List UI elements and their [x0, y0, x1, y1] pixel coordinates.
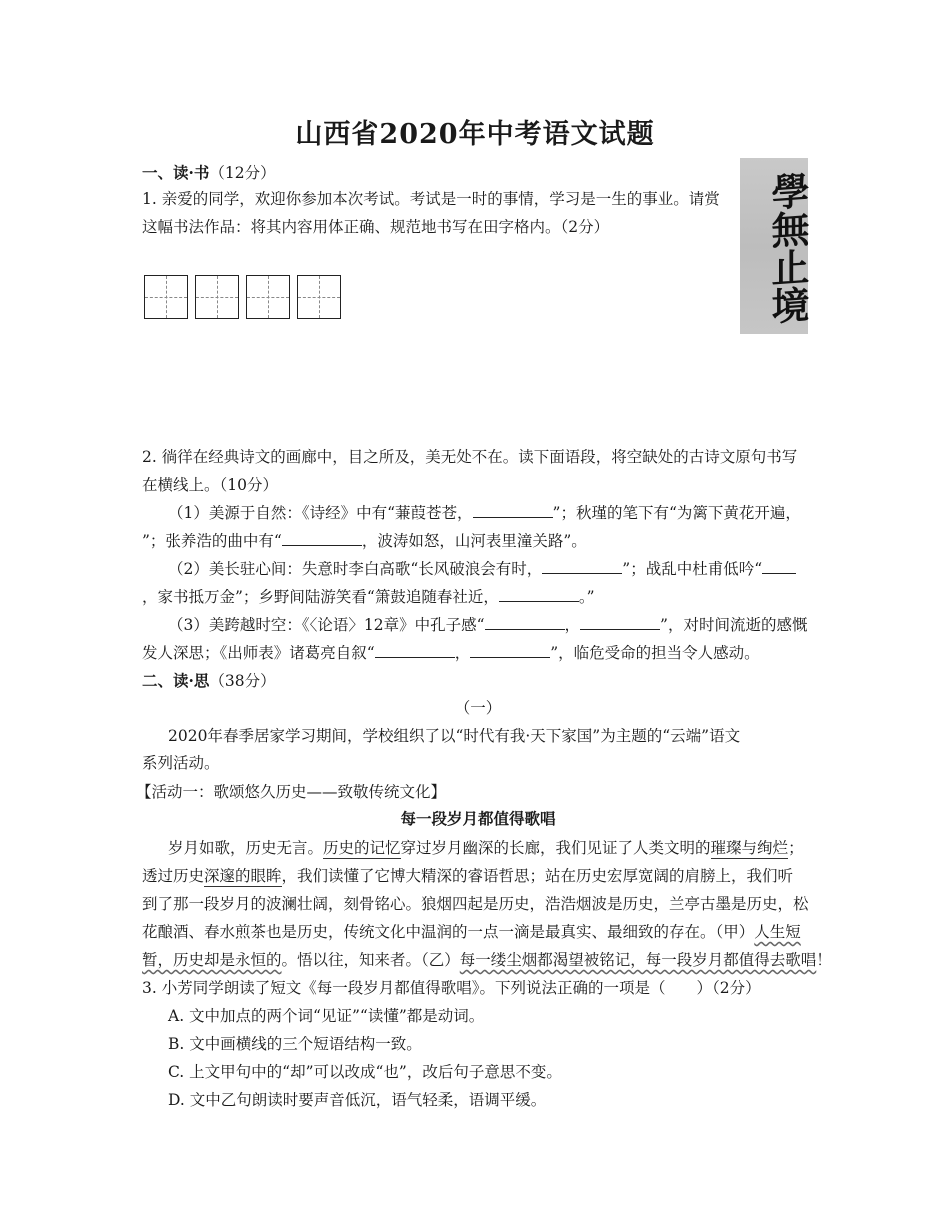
- q2-p2-text: ”；战乱中杜甫低吟“: [622, 560, 763, 578]
- part-one-label: （一）: [454, 699, 502, 717]
- page-title: 山西省2020年中考语文试题: [295, 119, 655, 150]
- essay-text: ！: [816, 951, 832, 969]
- section-1-score: （12分）: [209, 164, 276, 182]
- q3-option-d[interactable]: D. 文中乙句朗读时要声音低沉，语气轻柔，语调平缓。: [168, 1091, 547, 1109]
- q2-p3-line-2: [142, 643, 814, 663]
- answer-blank[interactable]: [473, 503, 553, 518]
- q2-line-1: 2. 徜徉在经典诗文的画廊中，目之所及，美无处不在。读下面语段，将空缺处的古诗文原句书写: [142, 448, 798, 466]
- section-2-label: 二、读·思: [142, 671, 210, 690]
- q2-p3-text: ，: [564, 616, 581, 634]
- q3-option-c[interactable]: C. 上文甲句中的“却”可以改成“也”，改后句子意思不变。: [168, 1063, 562, 1081]
- q1-line-1: 1. 亲爱的同学，欢迎你参加本次考试。考试是一时的事情，学习是一生的事业。请赏: [142, 190, 720, 208]
- essay-title: 每一段岁月都值得歌唱: [400, 809, 556, 828]
- essay-line-2: [142, 866, 814, 886]
- tianzige-cell[interactable]: [195, 275, 239, 319]
- tianzige-cell[interactable]: [297, 275, 341, 319]
- essay-text: 花酿酒、春水煎茶也是历史，传统文化中温润的一点一滴是最真实、最细致的存在。（甲）: [142, 923, 755, 941]
- q3-option-b[interactable]: B. 文中画横线的三个短语结构一致。: [168, 1035, 422, 1053]
- q2-p1-text: ，波涛如怒，山河表里潼关路”。: [361, 532, 587, 550]
- q2-p1-text: ”；秋瑾的笔下有“为篱下黄花开遍，: [552, 504, 801, 522]
- q2-p1-line-1: [168, 503, 814, 523]
- calligraphy-image: [740, 158, 808, 334]
- q3-option-a[interactable]: A. 文中加点的两个词“见证”“读懂”都是动词。: [168, 1007, 485, 1025]
- activity-1-heading: 【活动一：歌颂悠久历史——致敬传统文化】: [136, 783, 447, 801]
- q2-p3-text: 发人深思；《出师表》诸葛亮自叙“: [142, 644, 375, 662]
- essay-text: 岁月如歌，历史无言。: [168, 839, 324, 857]
- q2-p2-text: 。”: [578, 588, 595, 606]
- essay-line-5: [142, 950, 832, 970]
- q2-p3-text: （3）美跨越时空：《〈论语〉12章》中孔子感“: [168, 616, 485, 634]
- section-2-score: （38分）: [209, 672, 276, 690]
- answer-blank[interactable]: [470, 643, 550, 658]
- essay-text: 穿过岁月幽深的长廊，我们见证了人类文明的: [400, 839, 711, 857]
- answer-blank[interactable]: [762, 559, 796, 574]
- essay-text: 透过历史: [142, 867, 205, 885]
- answer-blank[interactable]: [580, 615, 660, 630]
- answer-blank[interactable]: [375, 643, 455, 658]
- answer-blank[interactable]: [542, 559, 622, 574]
- underlined-phrase: 历史的记忆: [323, 839, 401, 857]
- intro-line-2: 系列活动。: [142, 754, 220, 772]
- essay-text: ；: [788, 839, 804, 857]
- answer-blank[interactable]: [282, 531, 362, 546]
- tianzige-cell[interactable]: [246, 275, 290, 319]
- intro-line-1: 2020年春季居家学习期间，学校组织了以“时代有我·天下家国”为主题的“云端”语文: [168, 727, 741, 745]
- q2-p3-text: ，: [454, 644, 471, 662]
- underlined-phrase: 璀璨与绚烂: [710, 839, 789, 857]
- q2-p1-line-2: [142, 531, 814, 551]
- essay-line-1: [168, 838, 814, 858]
- section-2-heading: [142, 671, 814, 691]
- q2-p2-line-2: [142, 587, 814, 607]
- q2-p3-line-1: [168, 615, 814, 635]
- essay-text: ，我们读懂了它博大精深的睿语哲思；站在历史宏厚宽阔的肩膀上，我们听: [281, 867, 794, 885]
- calligraphy-text: 學無止境: [765, 170, 810, 326]
- q1-line-2: 这幅书法作品：将其内容用体正确、规范地书写在田字格内。（2分）: [142, 218, 610, 236]
- q2-p1-text: （1）美源于自然：《诗经》中有“蒹葭苍苍，: [168, 504, 473, 522]
- q2-p2-text: （2）美长驻心间：失意时李白高歌“长风破浪会有时，: [168, 560, 543, 578]
- q2-line-2: 在横线上。（10分）: [142, 476, 278, 494]
- answer-blank[interactable]: [499, 587, 579, 602]
- wavy-underlined-phrase: 每一缕尘烟都渴望被铭记，每一段岁月都值得去歌唱: [459, 951, 817, 969]
- q2-p3-text: ”，临危受命的担当令人感动。: [550, 644, 760, 662]
- tianzige-cell[interactable]: [144, 275, 188, 319]
- q3-stem: 3. 小芳同学朗读了短文《每一段岁月都值得歌唱》。下列说法正确的一项是（ ）（2分）: [142, 979, 761, 997]
- wavy-underlined-phrase: 人生短: [754, 923, 801, 941]
- essay-text: 。悟以往，知来者。（乙）: [281, 951, 460, 969]
- essay-line-3: 到了那一段岁月的波澜壮阔，刻骨铭心。狼烟四起是历史，浩浩烟波是历史，兰亭古墨是历史，松: [142, 895, 809, 913]
- underlined-phrase: 深邃的眼眸: [204, 867, 282, 885]
- section-1-label: 一、读·书: [142, 163, 210, 182]
- section-1-heading: [142, 163, 814, 183]
- essay-line-4: [142, 922, 814, 942]
- q2-p1-text: ”；张养浩的曲中有“: [142, 532, 282, 550]
- q2-p2-line-1: [168, 559, 814, 579]
- wavy-underlined-phrase: 暂，历史却是永恒的: [142, 951, 282, 969]
- q2-p3-text: ”，对时间流逝的感慨: [660, 616, 808, 634]
- answer-blank[interactable]: [485, 615, 565, 630]
- q2-p2-text: ，家书抵万金”；乡野间陆游笑看“箫鼓追随春社近，: [142, 588, 499, 606]
- tianzige-grid: [144, 275, 341, 319]
